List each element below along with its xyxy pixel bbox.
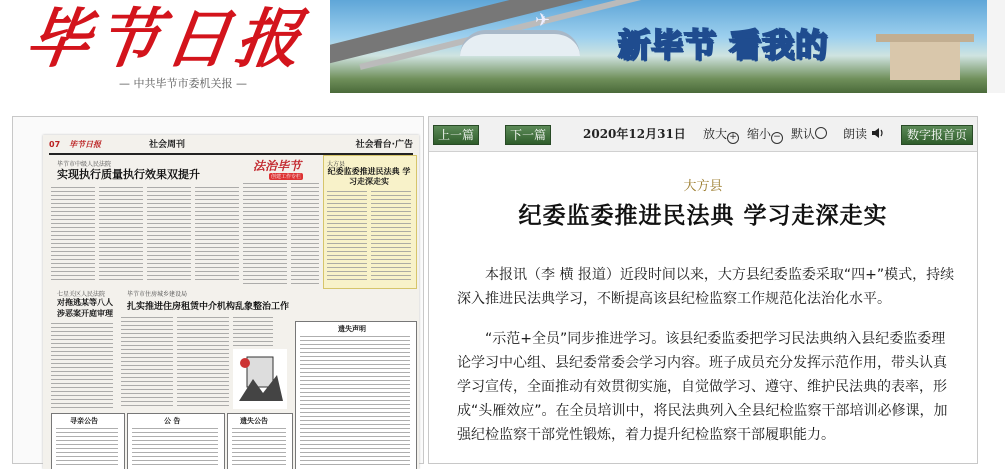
text-column [177,317,229,409]
masthead-logo[interactable]: 毕节日报 [20,2,312,77]
zoom-in-button[interactable] [703,125,739,144]
text-column [132,428,218,468]
content-area [0,110,1005,462]
text-column [147,187,191,283]
zoom-in-label: 放大 [703,127,728,141]
law-column-logo: 法治毕节 [253,159,302,173]
text-column [371,191,411,283]
text-column [243,183,287,287]
notice-box [227,413,293,469]
plus-circle-icon: + [727,132,739,144]
issue-date: 2020年12月31日 [583,127,686,141]
lost-notice-title: 遗失声明 [338,325,366,333]
court-article-kicker: 毕节市中级人民法院 [57,161,112,168]
minus-circle-icon: − [771,132,783,144]
law-column-tag: 创建工作专栏 [271,174,302,180]
notice-title: 遗失公告 [240,417,268,425]
notice-box [127,413,225,469]
paper-label: 毕节日报 [69,140,101,149]
text-column [327,191,367,283]
article-kicker: 大方县 [683,179,723,194]
default-size-label: 默认 [791,127,816,141]
text-column [195,187,239,283]
dafang-kicker: 大方县 [327,161,346,168]
zoom-out-label: 缩小 [747,127,772,141]
banner-airport-terminal [460,30,580,56]
article-paragraph: 本报讯（李 横 报道）近段时间以来，大方县纪委监委采取“四+”模式，持续深入推进民法典学习，不断提高该县纪检监察工作规范化法治化水平。 [457,267,955,307]
circle-icon [815,127,827,139]
article-title: 纪委监委推进民法典 学习走深走实 [518,203,888,229]
text-column [51,323,113,409]
header-right-strip [987,0,1005,93]
housing-article-title[interactable]: 扎实推进住房租赁中介机构乱象整治工作 [127,302,290,312]
banner-building [890,40,960,80]
site-header [0,0,1005,100]
left-article-kicker: 七星关区人民法院 [57,291,106,298]
text-column [51,187,95,283]
newspaper-page-header [49,137,413,155]
read-aloud-label: 朗读 [843,127,868,141]
banner-slogan: 新毕节 看我的 [618,26,829,64]
newspaper-page-thumbnail[interactable] [43,135,419,469]
notice-box [51,413,125,469]
text-column [300,336,410,466]
text-column [233,317,273,347]
newspaper-page-frame [12,116,424,464]
zoom-out-button[interactable] [747,125,783,144]
speaker-icon [871,127,885,141]
text-column [232,428,286,468]
illustration-image [233,349,287,409]
notice-title: 寻亲公告 [70,417,98,425]
text-column [56,428,118,468]
masthead-subtitle: — 中共毕节市委机关报 — [119,77,247,90]
airplane-icon: ✈ [535,10,551,31]
notice-title: 公 告 [164,417,181,425]
article-toolbar [429,117,977,152]
section-right: 社会看台·广告 [355,140,413,150]
next-article-button[interactable]: 下一篇 [505,125,551,145]
prev-article-button[interactable]: 上一篇 [433,125,479,145]
lost-notice-box [295,321,417,469]
text-column [99,187,143,283]
section-title: 社会周刊 [149,140,186,150]
housing-kicker: 毕节市住房城乡建设局 [127,291,188,298]
logo-area[interactable] [0,0,328,100]
dafang-article-title[interactable]: 纪委监委推进民法典 学习走深走实 [327,167,411,186]
left-article-title[interactable]: 对拖逃某等八人 涉恶案开庭审理 [57,298,113,318]
text-column [121,317,173,409]
article-panel [428,116,978,464]
court-article-title[interactable]: 实现执行质量执行效果双提升 [57,168,200,181]
article-paragraph: “示范+全员”同步推进学习。该县纪委监委把学习民法典纳入县纪委监委理论学习中心组、县纪委常委会学习内容。班子成员充分发挥示范作用，带头认真学习宣传，全面推动有效贯彻实施，自觉做学习、遵守、维护民法典的表率，形成“头雁效应”。在全员培训中，将民法典列入全县纪检监察干部培训必修课，加强纪检监察干部党性锻炼，着力提升纪检监察干部履职能力。 [457,331,948,443]
page-number: 07 [49,140,61,149]
header-banner-image [330,0,987,93]
text-column [291,183,319,287]
digital-paper-home-button[interactable]: 数字报首页 [901,125,973,145]
read-aloud-button[interactable] [843,125,885,143]
default-size-button[interactable] [791,125,827,143]
